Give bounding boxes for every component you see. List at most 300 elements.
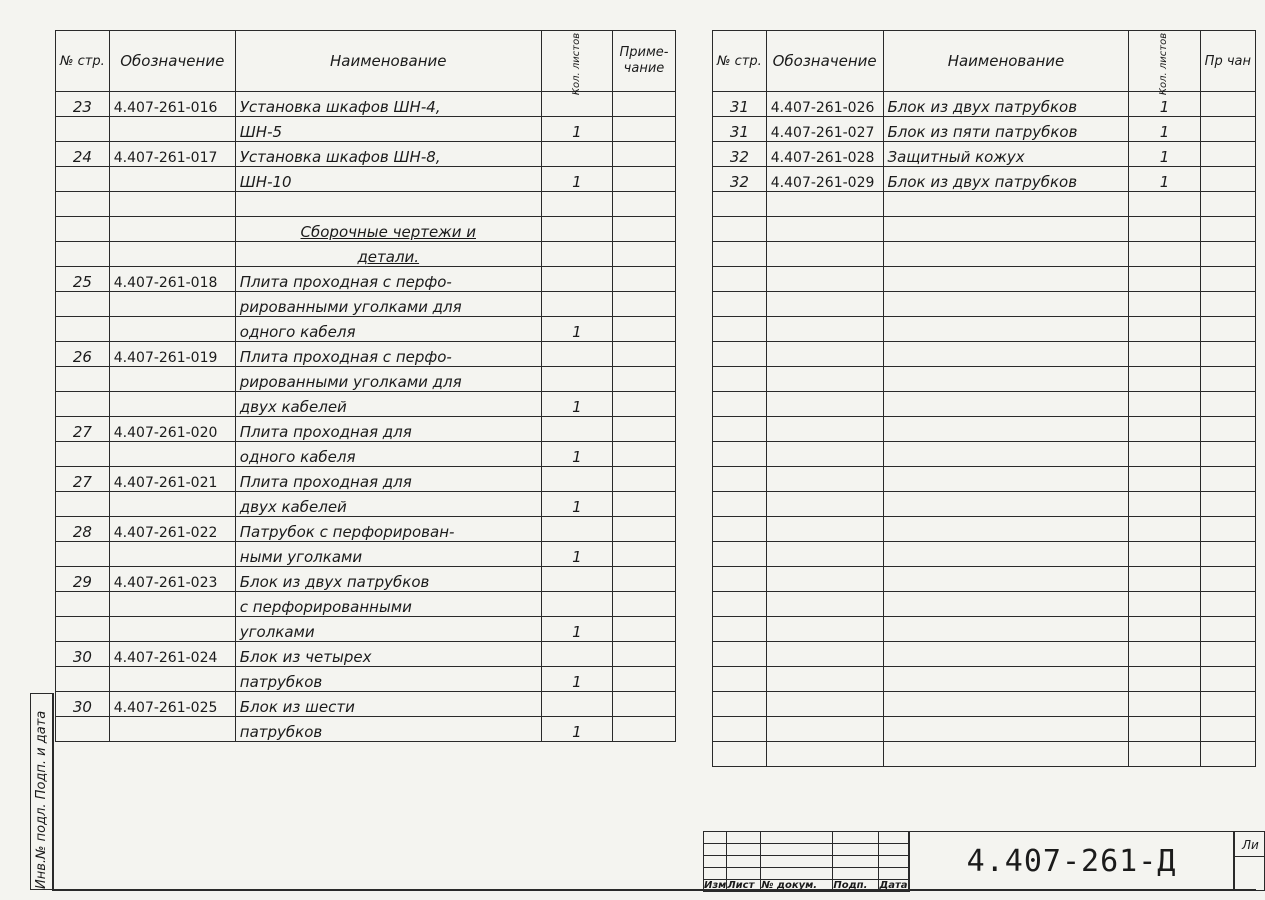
cell-name: Блок из двух патрубков <box>235 567 541 592</box>
document-code: 4.407-261-Д <box>908 831 1235 891</box>
cell-note <box>1200 617 1255 642</box>
cell-qty: 1 <box>541 667 612 692</box>
cell-qty <box>1129 492 1200 517</box>
cell-note <box>1200 492 1255 517</box>
cell-page-no: 31 <box>713 117 767 142</box>
cell-qty <box>1129 442 1200 467</box>
cell-name <box>883 317 1129 342</box>
cell-note <box>1200 667 1255 692</box>
header-designation: Обозначение <box>766 31 883 92</box>
cell-page-no: 25 <box>56 267 110 292</box>
header-page-no: № стр. <box>56 31 110 92</box>
cell-name: Блок из шести <box>235 692 541 717</box>
cell-note <box>612 242 675 267</box>
cell-qty <box>1129 742 1200 767</box>
sheet-cell <box>1233 831 1265 891</box>
cell-qty: 1 <box>541 492 612 517</box>
cell-note <box>1200 692 1255 717</box>
cell-name: Плита проходная с перфо- <box>235 267 541 292</box>
table-row <box>56 317 676 342</box>
cell-name <box>883 617 1129 642</box>
header-qty: Кол. листов <box>1129 31 1200 92</box>
table-row <box>713 342 1256 367</box>
cell-qty <box>1129 467 1200 492</box>
cell-qty: 1 <box>1129 167 1200 192</box>
cell-name <box>883 417 1129 442</box>
cell-designation <box>766 667 883 692</box>
cell-qty <box>541 142 612 167</box>
table-row <box>713 542 1256 567</box>
cell-page-no: 30 <box>56 642 110 667</box>
table-row <box>713 267 1256 292</box>
cell-qty <box>1129 267 1200 292</box>
cell-qty <box>541 692 612 717</box>
cell-designation <box>109 592 235 617</box>
table-row <box>713 92 1256 117</box>
table-row <box>56 417 676 442</box>
table-row <box>56 267 676 292</box>
cell-name: Защитный кожух <box>883 142 1129 167</box>
table-header-row <box>713 31 1256 92</box>
table-row <box>56 492 676 517</box>
cell-note <box>1200 292 1255 317</box>
cell-page-no <box>713 542 767 567</box>
cell-designation <box>109 192 235 217</box>
cell-page-no: 32 <box>713 167 767 192</box>
cell-note <box>1200 367 1255 392</box>
table-row <box>56 667 676 692</box>
cell-designation <box>766 267 883 292</box>
table-row <box>56 642 676 667</box>
cell-designation: 4.407-261-016 <box>109 92 235 117</box>
cell-name: Блок из четырех <box>235 642 541 667</box>
cell-qty <box>541 592 612 617</box>
cell-note <box>1200 392 1255 417</box>
cell-designation <box>766 717 883 742</box>
cell-page-no: 32 <box>713 142 767 167</box>
cell-page-no <box>713 642 767 667</box>
cell-name <box>883 292 1129 317</box>
cell-page-no <box>713 217 767 242</box>
table-row <box>713 167 1256 192</box>
table-row <box>713 567 1256 592</box>
cell-qty <box>1129 392 1200 417</box>
cell-designation: 4.407-261-022 <box>109 517 235 542</box>
table-row <box>713 492 1256 517</box>
cell-page-no <box>56 317 110 342</box>
cell-name: патрубков <box>235 667 541 692</box>
cell-note <box>1200 167 1255 192</box>
cell-note <box>612 417 675 442</box>
cell-page-no <box>713 617 767 642</box>
cell-designation <box>766 517 883 542</box>
cell-qty <box>1129 417 1200 442</box>
cell-name: с перфорированными <box>235 592 541 617</box>
cell-note <box>1200 267 1255 292</box>
cell-qty <box>1129 567 1200 592</box>
table-row <box>56 517 676 542</box>
tb-label-doc-no: № докум. <box>761 880 833 892</box>
cell-page-no <box>713 342 767 367</box>
cell-designation <box>109 542 235 567</box>
table-row <box>713 317 1256 342</box>
cell-page-no <box>56 492 110 517</box>
cell-name <box>883 367 1129 392</box>
table-row <box>713 417 1256 442</box>
cell-name: Сборочные чертежи и <box>235 217 541 242</box>
contents-table-left <box>55 30 676 742</box>
cell-qty <box>1129 192 1200 217</box>
cell-name <box>883 567 1129 592</box>
table-row <box>56 92 676 117</box>
table-row <box>56 442 676 467</box>
cell-page-no <box>56 667 110 692</box>
cell-page-no <box>56 442 110 467</box>
cell-qty: 1 <box>541 167 612 192</box>
cell-note <box>1200 642 1255 667</box>
header-qty: Кол. листов <box>541 31 612 92</box>
cell-name <box>883 217 1129 242</box>
cell-page-no <box>713 517 767 542</box>
cell-designation <box>766 442 883 467</box>
cell-note <box>1200 717 1255 742</box>
cell-page-no <box>56 167 110 192</box>
cell-page-no <box>56 592 110 617</box>
tb-label-change: Изм <box>704 880 727 891</box>
table-row <box>713 292 1256 317</box>
cell-qty <box>541 417 612 442</box>
cell-designation <box>766 742 883 767</box>
cell-designation <box>766 592 883 617</box>
table-row <box>56 117 676 142</box>
tb-label-date: Дата <box>879 880 910 892</box>
cell-page-no: 27 <box>56 467 110 492</box>
cell-designation <box>109 717 235 742</box>
table-row <box>56 342 676 367</box>
table-row <box>713 117 1256 142</box>
cell-name: Установка шкафов ШН-4, <box>235 92 541 117</box>
cell-name: Плита проходная для <box>235 417 541 442</box>
cell-page-no: 30 <box>56 692 110 717</box>
cell-name <box>883 467 1129 492</box>
cell-page-no <box>56 242 110 267</box>
table-header-row <box>56 31 676 92</box>
cell-name: двух кабелей <box>235 392 541 417</box>
cell-designation <box>766 692 883 717</box>
cell-note <box>1200 567 1255 592</box>
cell-qty <box>1129 542 1200 567</box>
cell-qty: 1 <box>541 392 612 417</box>
cell-designation <box>109 617 235 642</box>
table-row <box>56 567 676 592</box>
cell-note <box>612 292 675 317</box>
cell-name: детали. <box>235 242 541 267</box>
cell-qty: 1 <box>1129 142 1200 167</box>
cell-designation <box>766 492 883 517</box>
tb-label-signature: Подп. <box>833 880 879 892</box>
cell-designation <box>109 667 235 692</box>
cell-designation: 4.407-261-018 <box>109 267 235 292</box>
table-row <box>713 667 1256 692</box>
cell-page-no: 27 <box>56 417 110 442</box>
cell-page-no <box>56 392 110 417</box>
cell-note <box>1200 242 1255 267</box>
table-row <box>56 167 676 192</box>
cell-designation: 4.407-261-019 <box>109 342 235 367</box>
cell-note <box>612 317 675 342</box>
title-block-labels <box>704 880 910 892</box>
table-row <box>713 142 1256 167</box>
table-row <box>56 617 676 642</box>
header-page-no: № стр. <box>713 31 767 92</box>
cell-designation: 4.407-261-023 <box>109 567 235 592</box>
cell-qty <box>541 217 612 242</box>
cell-name: Блок из двух патрубков <box>883 167 1129 192</box>
cell-designation <box>109 317 235 342</box>
cell-name <box>883 242 1129 267</box>
cell-qty: 1 <box>1129 117 1200 142</box>
signature-margin-strip <box>30 693 54 890</box>
cell-note <box>612 342 675 367</box>
cell-designation: 4.407-261-020 <box>109 417 235 442</box>
cell-page-no <box>713 392 767 417</box>
cell-note <box>612 692 675 717</box>
cell-designation: 4.407-261-026 <box>766 92 883 117</box>
table-row <box>56 542 676 567</box>
cell-qty <box>541 367 612 392</box>
cell-name <box>883 667 1129 692</box>
cell-qty <box>1129 667 1200 692</box>
tb-label-sheet: Лист <box>727 880 761 892</box>
cell-page-no <box>713 492 767 517</box>
table-row <box>713 592 1256 617</box>
cell-qty <box>541 267 612 292</box>
cell-designation <box>109 217 235 242</box>
table-row <box>713 192 1256 217</box>
cell-qty <box>1129 717 1200 742</box>
cell-note <box>1200 342 1255 367</box>
cell-name <box>883 442 1129 467</box>
cell-designation <box>766 392 883 417</box>
table-row <box>713 392 1256 417</box>
table-row <box>56 242 676 267</box>
cell-note <box>1200 417 1255 442</box>
cell-note <box>1200 192 1255 217</box>
margin-label: Инв.№ подл. Подп. и дата <box>34 710 49 889</box>
cell-note <box>1200 117 1255 142</box>
cell-note <box>1200 542 1255 567</box>
cell-qty <box>1129 692 1200 717</box>
cell-note <box>612 167 675 192</box>
cell-name <box>883 642 1129 667</box>
cell-designation <box>766 342 883 367</box>
cell-name: Блок из двух патрубков <box>883 92 1129 117</box>
cell-qty <box>1129 317 1200 342</box>
cell-designation <box>766 367 883 392</box>
cell-note <box>612 142 675 167</box>
header-name: Наименование <box>883 31 1129 92</box>
cell-page-no: 31 <box>713 92 767 117</box>
cell-qty <box>1129 642 1200 667</box>
cell-name: Плита проходная с перфо- <box>235 342 541 367</box>
cell-designation: 4.407-261-021 <box>109 467 235 492</box>
cell-designation <box>766 242 883 267</box>
cell-note <box>1200 217 1255 242</box>
cell-note <box>1200 442 1255 467</box>
cell-note <box>1200 592 1255 617</box>
cell-page-no: 28 <box>56 517 110 542</box>
cell-qty: 1 <box>541 617 612 642</box>
cell-qty <box>1129 592 1200 617</box>
cell-page-no <box>713 292 767 317</box>
cell-name: рированными уголками для <box>235 292 541 317</box>
table-row <box>56 192 676 217</box>
cell-qty <box>1129 242 1200 267</box>
sheet-label: Ли <box>1242 838 1259 852</box>
cell-designation <box>766 542 883 567</box>
cell-designation: 4.407-261-027 <box>766 117 883 142</box>
header-designation: Обозначение <box>109 31 235 92</box>
cell-designation <box>766 567 883 592</box>
table-row <box>713 217 1256 242</box>
cell-designation <box>109 442 235 467</box>
cell-qty <box>541 567 612 592</box>
title-block-grid <box>703 831 910 892</box>
cell-qty <box>541 517 612 542</box>
cell-qty <box>541 467 612 492</box>
cell-qty <box>541 92 612 117</box>
cell-name <box>883 717 1129 742</box>
table-row <box>713 517 1256 542</box>
cell-note <box>612 467 675 492</box>
cell-designation <box>766 617 883 642</box>
cell-designation <box>109 292 235 317</box>
cell-note <box>612 492 675 517</box>
cell-page-no: 29 <box>56 567 110 592</box>
table-row <box>56 217 676 242</box>
cell-designation: 4.407-261-024 <box>109 642 235 667</box>
cell-page-no <box>713 367 767 392</box>
cell-note <box>612 542 675 567</box>
cell-qty: 1 <box>541 117 612 142</box>
cell-page-no <box>56 117 110 142</box>
cell-note <box>612 517 675 542</box>
cell-designation <box>109 392 235 417</box>
cell-qty: 1 <box>541 542 612 567</box>
cell-designation <box>766 317 883 342</box>
cell-page-no <box>713 692 767 717</box>
cell-name <box>883 742 1129 767</box>
table-row <box>713 242 1256 267</box>
cell-designation: 4.407-261-025 <box>109 692 235 717</box>
cell-note <box>612 617 675 642</box>
cell-page-no <box>713 317 767 342</box>
cell-page-no <box>713 442 767 467</box>
cell-name: Патрубок с перфорирован- <box>235 517 541 542</box>
cell-qty <box>1129 217 1200 242</box>
cell-qty <box>541 292 612 317</box>
table-row <box>56 717 676 742</box>
table-row <box>713 742 1256 767</box>
table-row <box>713 692 1256 717</box>
table-row <box>56 392 676 417</box>
table-row <box>713 442 1256 467</box>
cell-page-no <box>713 742 767 767</box>
cell-designation <box>109 117 235 142</box>
table-row <box>56 142 676 167</box>
cell-name <box>883 542 1129 567</box>
cell-name: ШН-10 <box>235 167 541 192</box>
cell-designation <box>766 467 883 492</box>
cell-note <box>612 667 675 692</box>
cell-page-no: 24 <box>56 142 110 167</box>
cell-note <box>1200 742 1255 767</box>
cell-designation <box>766 642 883 667</box>
cell-page-no <box>56 617 110 642</box>
header-note: Приме-чание <box>612 31 675 92</box>
table-row <box>56 692 676 717</box>
cell-name <box>883 342 1129 367</box>
cell-note <box>1200 467 1255 492</box>
cell-name <box>883 517 1129 542</box>
cell-designation: 4.407-261-017 <box>109 142 235 167</box>
cell-name: одного кабеля <box>235 317 541 342</box>
cell-designation <box>109 242 235 267</box>
cell-name <box>883 592 1129 617</box>
cell-note <box>1200 142 1255 167</box>
cell-note <box>612 442 675 467</box>
cell-name: Плита проходная для <box>235 467 541 492</box>
cell-designation <box>766 217 883 242</box>
cell-page-no <box>56 367 110 392</box>
cell-page-no <box>56 192 110 217</box>
cell-page-no <box>713 567 767 592</box>
cell-note <box>1200 517 1255 542</box>
cell-designation <box>109 492 235 517</box>
cell-designation: 4.407-261-028 <box>766 142 883 167</box>
cell-page-no <box>56 217 110 242</box>
cell-note <box>612 217 675 242</box>
cell-qty: 1 <box>541 317 612 342</box>
cell-note <box>612 267 675 292</box>
cell-qty: 1 <box>1129 92 1200 117</box>
cell-name <box>883 692 1129 717</box>
table-row <box>56 467 676 492</box>
cell-note <box>612 192 675 217</box>
cell-qty <box>541 242 612 267</box>
cell-name: двух кабелей <box>235 492 541 517</box>
cell-page-no <box>713 667 767 692</box>
cell-note <box>612 367 675 392</box>
cell-page-no: 26 <box>56 342 110 367</box>
cell-name: патрубков <box>235 717 541 742</box>
table-row <box>56 292 676 317</box>
header-note: Пр чан <box>1200 31 1255 92</box>
cell-name: одного кабеля <box>235 442 541 467</box>
cell-designation <box>766 192 883 217</box>
cell-name: ными уголками <box>235 542 541 567</box>
cell-page-no <box>56 542 110 567</box>
cell-name <box>883 192 1129 217</box>
cell-note <box>612 92 675 117</box>
cell-note <box>612 117 675 142</box>
cell-designation <box>766 417 883 442</box>
cell-name <box>883 392 1129 417</box>
cell-qty <box>541 642 612 667</box>
cell-name: рированными уголками для <box>235 367 541 392</box>
cell-qty <box>1129 617 1200 642</box>
cell-name: ШН-5 <box>235 117 541 142</box>
